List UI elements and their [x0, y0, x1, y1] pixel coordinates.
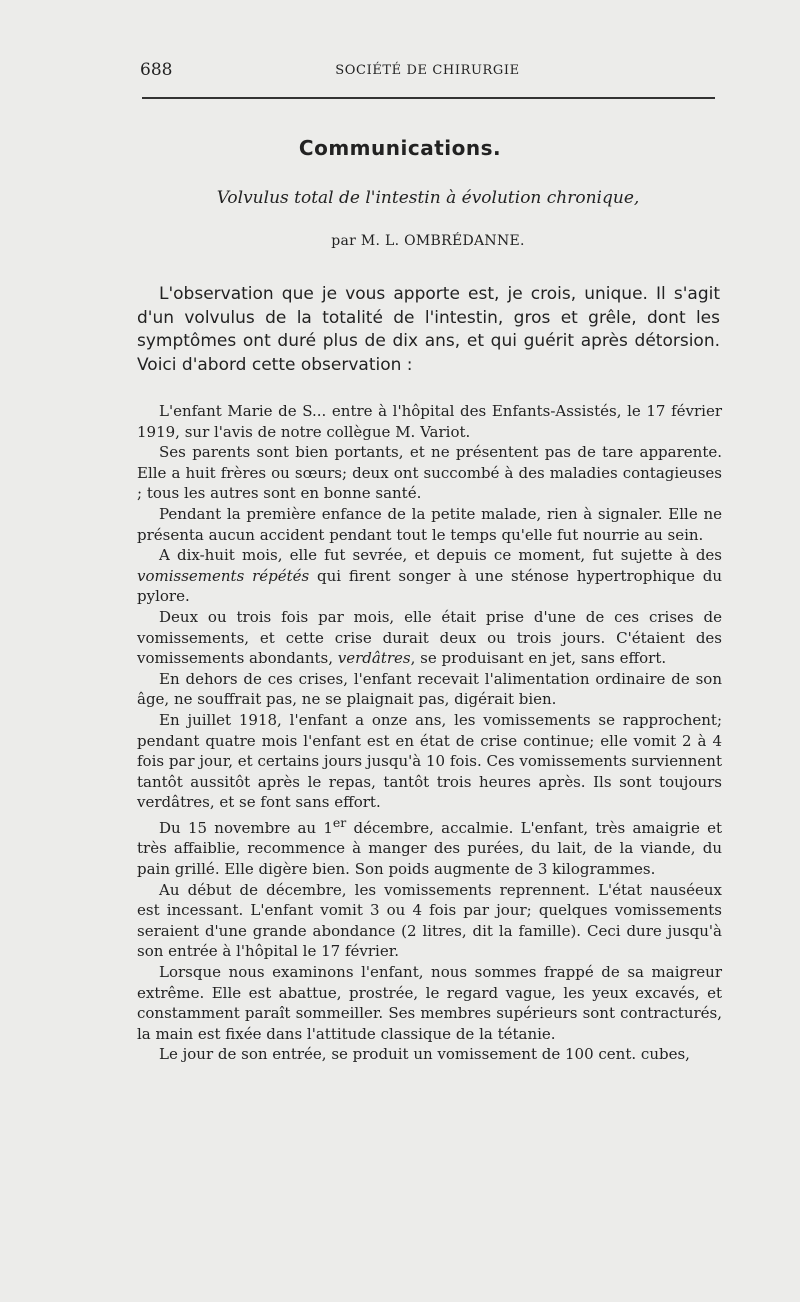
paragraph	[137, 607, 722, 669]
superscript: er	[332, 814, 347, 830]
article-title: Volvulus total de l'intestin à évolution chronique,	[216, 188, 640, 208]
section-title: Communications.	[298, 136, 502, 160]
text-run: qui firent songer à une sténose hypertrophique du pylore.	[137, 566, 722, 606]
paragraph: Au début de décembre, les vomissements reprennent. L'état nauséeux est incessant. L'enfant vomit 3 ou 4 fois par jour; quelques vomissements seraient d'une grande abondance (2 litres, dit la famille). Ceci dure jusqu'à son entrée à l'hôpital le 17 février.	[137, 880, 722, 961]
paragraph: En juillet 1918, l'enfant a onze ans, les vomissements se rapprochent; pendant quatre mois l'enfant est en état de crise continue; elle vomit 2 à 4 fois par jour, et certains jours jusqu'à 10 fois. Ces vomissements surviennent tantôt aussitôt après le repas, tantôt trois heures après. Ils sont toujours verdâtres, et se font sans effort.	[137, 710, 722, 812]
paragraph: Ses parents sont bien portants, et ne présentent pas de tare apparente. Elle a huit frères ou sœurs; deux ont succombé à des maladies contagieuses ; tous les autres sont en bonne santé.	[137, 443, 722, 503]
journal-title: SOCIÉTÉ DE CHIRURGIE	[335, 63, 520, 78]
paragraph: Pendant la première enfance de la petite malade, rien à signaler. Elle ne présenta aucun accident pendant tout le temps qu'elle fut nourrie au sein.	[137, 504, 722, 544]
paragraph	[137, 813, 722, 880]
paragraph	[137, 545, 722, 607]
author-byline: par M. L. OMBRÉDANNE.	[331, 233, 525, 249]
text-run: décembre, accalmie. L'enfant, très amaigrie et très affaiblie, recommence à manger des purées, du lait, de la viande, du pain grillé. Elle digère bien. Son poids augmente de 3 kilogrammes.	[137, 818, 722, 879]
paragraph: Lorsque nous examinons l'enfant, nous sommes frappé de sa maigreur extrême. Elle est abattue, prostrée, le regard vague, les yeux excavés, et constamment paraît sommeiller. Ses membres supérieurs sont contracturés, la main est fixée dans l'attitude classique de la tétanie.	[137, 963, 722, 1043]
running-head	[140, 60, 715, 84]
observation-text	[137, 401, 722, 1065]
paragraph: Le jour de son entrée, se produit un vomissement de 100 cent. cubes,	[159, 1045, 690, 1064]
text-run: Deux ou trois fois par mois, elle était prise d'une de ces crises de vomissements, et cette crise durait deux ou trois jours. C'étaient des vomissements abondants,	[137, 607, 722, 668]
page-number: 688	[140, 60, 173, 80]
intro-paragraph: L'observation que je vous apporte est, je crois, unique. Il s'agit d'un volvulus de la totalité de l'intestin, gros et grêle, dont les symptômes ont duré plus de dix ans, et qui guérit après détorsion. Voici d'abord cette observation :	[137, 284, 720, 375]
emphasis: verdâtres	[337, 649, 411, 668]
text-run: A dix-huit mois, elle fut sevrée, et depuis ce moment, fut sujette à des	[159, 546, 722, 565]
text-run: Du 15 novembre au 1	[159, 818, 333, 837]
emphasis: vomissements répétés	[137, 566, 310, 585]
paragraph: L'enfant Marie de S... entre à l'hôpital des Enfants-Assistés, le 17 février 1919, sur l'avis de notre collègue M. Variot.	[137, 402, 722, 441]
paragraph: En dehors de ces crises, l'enfant recevait l'alimentation ordinaire de son âge, ne souffrait pas, ne se plaignait pas, digérait bien.	[137, 669, 722, 709]
header-rule	[142, 97, 715, 99]
text-run: , se produisant en jet, sans effort.	[410, 649, 667, 668]
